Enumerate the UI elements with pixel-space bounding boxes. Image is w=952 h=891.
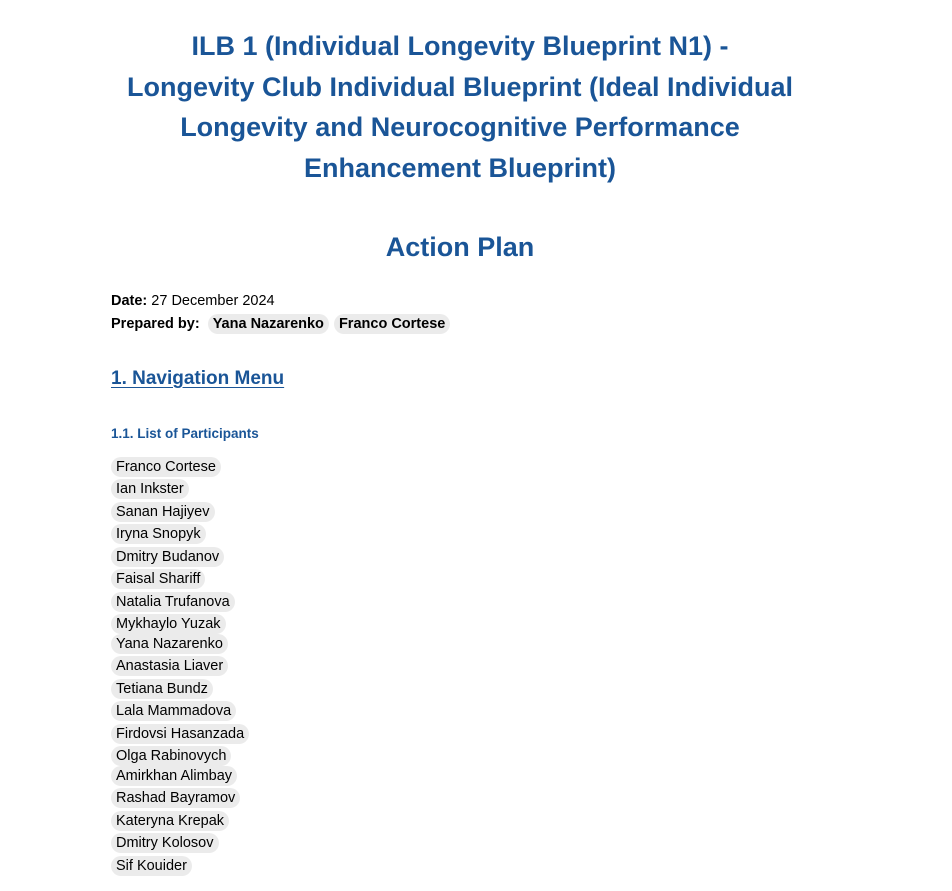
document-title-line: Longevity and Neurocognitive Performance [180,112,740,142]
participant-chip[interactable]: Firdovsi Hasanzada [111,724,249,744]
author-chip[interactable]: Franco Cortese [334,314,450,334]
participant-chip[interactable]: Franco Cortese [111,457,221,477]
document-title-line: ILB 1 (Individual Longevity Blueprint N1) - [191,31,729,61]
participant-chip[interactable]: Anastasia Liaver [111,656,228,676]
participant-chip[interactable]: Tetiana Bundz [111,679,213,699]
participant-chip[interactable]: Iryna Snopyk [111,524,206,544]
participant-chip[interactable]: Rashad Bayramov [111,788,240,808]
participant-chip[interactable]: Mykhaylo Yuzak [111,614,226,634]
document-title-line: Enhancement Blueprint) [303,152,617,183]
date-label: Date: [111,293,148,309]
document-title [100,26,820,188]
participant-chip[interactable]: Dmitry Budanov [111,547,224,567]
participant-chip[interactable]: Sanan Hajiyev [111,502,215,522]
participant-chip[interactable]: Olga Rabinovych [111,746,231,766]
participants-list-heading: 1.1. List of Participants [111,426,259,441]
participant-chip[interactable]: Natalia Trufanova [111,592,235,612]
navigation-menu-heading[interactable]: 1. Navigation Menu [111,368,285,389]
author-chip[interactable]: Yana Nazarenko [208,314,329,334]
document-title-line: Longevity Club Individual Blueprint (Ideal Individual [126,71,794,102]
prepared-by-row [111,314,450,334]
action-plan-heading: Action Plan [385,232,535,262]
participant-chip[interactable]: Kateryna Krepak [111,811,229,831]
date-value: 27 December 2024 [151,293,275,309]
participant-chip[interactable]: Amirkhan Alimbay [111,766,237,786]
participant-chip[interactable]: Faisal Shariff [111,569,205,589]
participant-chip[interactable]: Lala Mammadova [111,701,236,721]
participant-chip[interactable]: Dmitry Kolosov [111,833,219,853]
prepared-by-label: Prepared by: [111,316,200,332]
participant-chip[interactable]: Sif Kouider [111,856,192,876]
participant-chip[interactable]: Ian Inkster [111,479,189,499]
participant-chip[interactable]: Yana Nazarenko [111,634,228,654]
date-row [111,291,275,311]
